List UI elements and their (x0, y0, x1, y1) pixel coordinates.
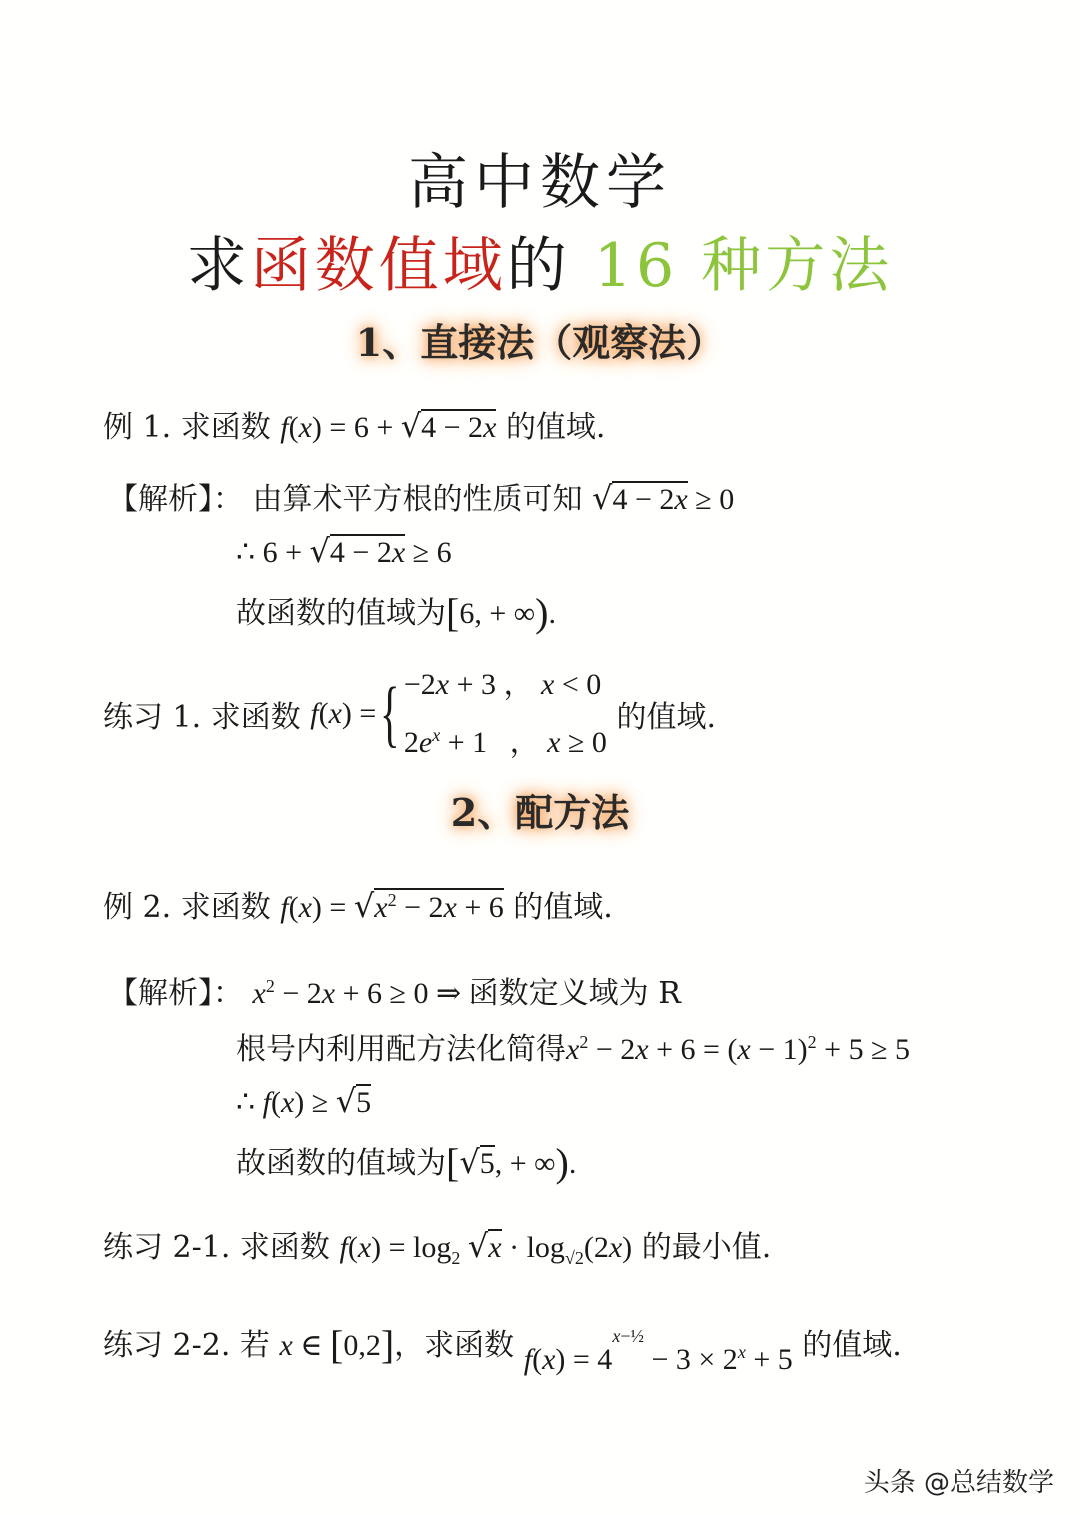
section-heading-2: 2、配方法 (450, 790, 630, 835)
example-1 (103, 402, 605, 446)
example-1-formula: f(x) = 6 + √4 − 2x (280, 407, 497, 445)
page-title: 高中数学 (408, 148, 672, 218)
solution-2-conclusion: 故函数的值域为 (236, 1146, 446, 1181)
practice-2-1 (103, 1222, 771, 1269)
solution-1-range: [6, + ∞). (446, 590, 556, 635)
page-subtitle (0, 218, 1080, 304)
solution-2-formula-2: $x^2 - 2x + 6 = (x - 1)^2 + 5 \ge 5$ (566, 1032, 911, 1066)
example-2-label: 例 2. 求函数 (103, 890, 271, 925)
example-1-label: 例 1. 求函数 (103, 410, 271, 445)
practice-2-2-formula: $f(x) = 4^{x-\frac{1}{2}} - 3 \times 2^x + 5$ (523, 1326, 793, 1376)
practice-2-2-label: 练习 2-2. 若 (103, 1328, 270, 1363)
section-heading-1: 1、直接法（观察法） (355, 320, 725, 365)
practice-1-tail: 的值域. (616, 700, 717, 735)
solution-2-line-4 (236, 1138, 576, 1186)
solution-1-text: 由算术平方根的性质可知 (252, 482, 583, 517)
solution-1-label: 【解析】： (108, 482, 243, 517)
practice-2-2 (103, 1320, 902, 1376)
practice-2-1-formula: $f(x) = \log_2 √x \cdot \log_{√2}(2x)$ (339, 1227, 633, 1268)
subtitle-mid: 的 (506, 231, 594, 301)
subtitle-green: 16 种方法 (593, 231, 894, 301)
solution-1-conclusion: 故函数的值域为 (236, 596, 446, 631)
solution-1-line-2: ∴ 6 + √4 − 2x ≥ 6 (236, 532, 452, 570)
practice-1-label: 练习 1. 求函数 (103, 700, 301, 735)
solution-2-formula-1: $x^2 - 2x + 6 \ge 0$ ⇒ (252, 976, 469, 1010)
solution-2-line-3: ∴ f(x) ≥ √5 (236, 1082, 372, 1120)
solution-2-label: 【解析】： (108, 976, 243, 1011)
practice-2-2-interval: x ∈ [0,2] (279, 1322, 395, 1367)
example-2-tail: 的值域. (513, 890, 613, 925)
subtitle-prefix: 求 (186, 231, 251, 301)
practice-2-1-tail: 的最小值. (641, 1230, 772, 1265)
example-2-formula: $f(x) = √x^2 - 2x + 6$ (280, 887, 504, 925)
practice-2-1-label: 练习 2-1. 求函数 (103, 1230, 330, 1265)
practice-2-2-tail: 的值域. (802, 1328, 902, 1363)
solution-2-domain: 函数定义域为 R (468, 976, 681, 1011)
solution-2-range: [√5, + ∞). (446, 1140, 577, 1185)
practice-2-2-mid: ，求函数 (394, 1328, 515, 1363)
solution-2-line-1 (108, 968, 681, 1012)
practice-1-brace: { (380, 673, 400, 755)
practice-1 (103, 660, 716, 768)
solution-1-line-3 (236, 588, 556, 636)
practice-1-cases: −2x + 3 ， x < 0 $2e^x + 1$ ， x ≥ 0 (403, 668, 607, 759)
solution-2-line-2 (236, 1024, 910, 1068)
example-1-tail: 的值域. (505, 410, 606, 445)
solution-1-line-1 (108, 474, 734, 518)
solution-1-formula-1: √4 − 2x ≥ 0 (592, 479, 735, 517)
subtitle-red: 函数值域 (250, 231, 507, 301)
practice-1-lhs: f(x) = (310, 697, 377, 730)
watermark: 头条 @总结数学 (863, 1468, 1054, 1498)
example-2 (103, 882, 613, 926)
solution-2-simplify-text: 根号内利用配方法化简得 (236, 1032, 566, 1067)
